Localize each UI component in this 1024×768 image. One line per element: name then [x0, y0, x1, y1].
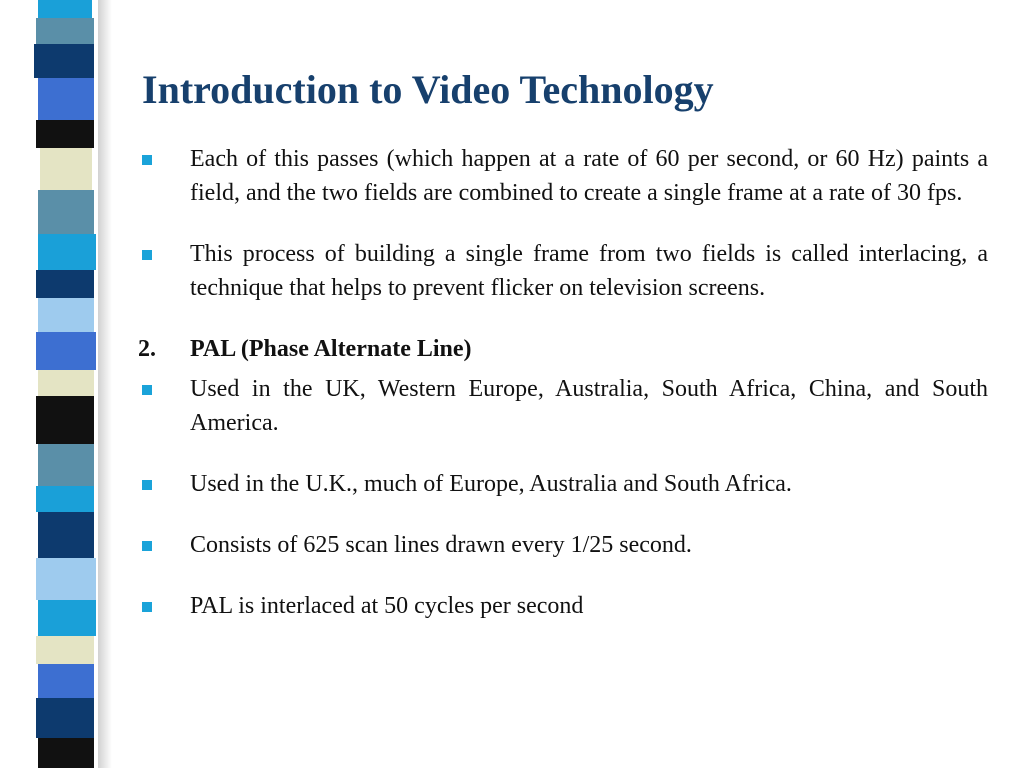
- stripe-segment: [38, 234, 96, 270]
- stripe-segment: [38, 0, 92, 18]
- bullet-item: [138, 372, 988, 440]
- stripe-segment: [36, 120, 94, 148]
- stripe-segment: [36, 558, 96, 600]
- stripe-segment: [36, 270, 94, 298]
- decorative-stripe-band: [0, 0, 100, 768]
- bullet-text: This process of building a single frame from two fields is called interlacing, a technique that helps to prevent flicker on television screens.: [190, 241, 988, 301]
- heading-text: PAL (Phase Alternate Line): [190, 336, 472, 362]
- stripe-segment: [36, 636, 94, 664]
- square-bullet-icon: [142, 385, 152, 395]
- stripe-segment: [36, 18, 94, 44]
- square-bullet-icon: [142, 602, 152, 612]
- bullet-text: PAL is interlaced at 50 cycles per second: [190, 593, 584, 619]
- square-bullet-icon: [142, 250, 152, 260]
- stripe-segment: [38, 738, 94, 768]
- heading-number: 2.: [138, 336, 156, 362]
- stripe-segment: [38, 78, 94, 120]
- bullet-text: Used in the UK, Western Europe, Australia, South Africa, China, and South America.: [190, 376, 988, 436]
- stripe-segment: [38, 600, 96, 636]
- stripe-segment: [38, 664, 94, 698]
- stripe-segment: [40, 148, 92, 190]
- bullet-item: [138, 589, 988, 623]
- stripe-segment: [38, 298, 94, 332]
- bullet-text: Consists of 625 scan lines drawn every 1/25 second.: [190, 532, 692, 558]
- stripe-segment: [34, 44, 94, 78]
- stripe-segment: [38, 190, 94, 234]
- numbered-heading: [138, 332, 988, 366]
- stripe-segment: [36, 396, 94, 444]
- stripe-segment: [38, 444, 94, 486]
- stripe-segment: [38, 370, 94, 396]
- slide-body: [138, 142, 988, 623]
- stripe-segment: [36, 332, 96, 370]
- square-bullet-icon: [142, 155, 152, 165]
- stripe-segment: [36, 698, 94, 738]
- stripe-shadow: [98, 0, 112, 768]
- bullet-item: [138, 528, 988, 562]
- stripe-segment: [36, 486, 94, 512]
- stripe-segment: [38, 512, 94, 558]
- slide-title: Introduction to Video Technology: [142, 67, 714, 112]
- square-bullet-icon: [142, 480, 152, 490]
- bullet-item: [138, 142, 988, 210]
- bullet-item: [138, 237, 988, 305]
- bullet-item: [138, 467, 988, 501]
- bullet-text: Each of this passes (which happen at a rate of 60 per second, or 60 Hz) paints a field, and the two fields are combined to create a single frame at a rate of 30 fps.: [190, 146, 988, 206]
- square-bullet-icon: [142, 541, 152, 551]
- bullet-text: Used in the U.K., much of Europe, Australia and South Africa.: [190, 471, 792, 497]
